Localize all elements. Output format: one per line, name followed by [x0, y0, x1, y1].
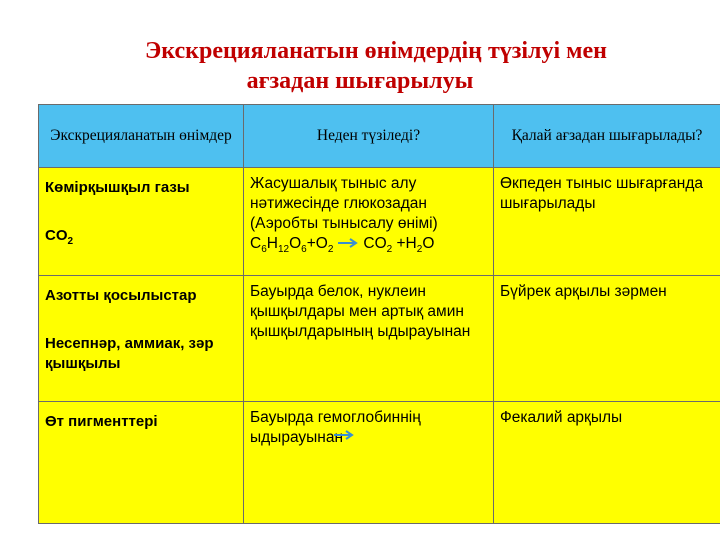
- table-header-row: [39, 105, 720, 168]
- table-row: [39, 276, 720, 402]
- product-cell: [39, 168, 244, 276]
- table-row: [39, 168, 720, 276]
- product-cell: [39, 276, 244, 402]
- removal-cell: Өкпеден тыныс шығарғанда шығарылады: [494, 168, 720, 276]
- product-name: Өт пигменттері: [45, 413, 158, 430]
- table-row: [39, 402, 720, 524]
- product-formula: $CO_2$: [45, 227, 74, 247]
- page-title: [0, 36, 720, 96]
- header-removal: Қалай ағзадан шығарылады?: [494, 105, 720, 168]
- source-cell: [244, 168, 494, 276]
- header-source: Неден түзіледі?: [244, 105, 494, 168]
- removal-cell: Бүйрек арқылы зәрмен: [494, 276, 720, 402]
- arrow-right-icon: [337, 234, 359, 254]
- header-products: Экскрецияланатын өнімдер: [39, 105, 244, 168]
- product-detail: Несепнәр, аммиак, зәр қышқылы: [45, 335, 214, 372]
- source-cell: Бауырда гемоглобиннің ыдырауынан: [244, 402, 494, 524]
- title-line-2: ағзадан шығарылуы: [246, 68, 474, 94]
- source-cell: Бауырда белок, нуклеин қышқылдары мен артық амин қышқылдарының ыдырауынан: [244, 276, 494, 402]
- reaction-equation: $C_6H_{12}O_6+O_2$ $CO_2 +H_2O$: [250, 235, 435, 256]
- arrow-right-icon: [333, 427, 355, 445]
- title-line-1: Экскрецияланатын өнімдердің түзілуі мен: [144, 38, 608, 64]
- source-text: Жасушалық тыныс алу нәтижесінде глюкозадан (Аэробты тынысалу өнімі): [250, 175, 438, 232]
- product-name: Азотты қосылыстар: [45, 287, 197, 304]
- product-name: Көмірқышқыл газы: [45, 179, 190, 196]
- excretion-table: [38, 104, 720, 524]
- removal-cell: Фекалий арқылы: [494, 402, 720, 524]
- product-cell: [39, 402, 244, 524]
